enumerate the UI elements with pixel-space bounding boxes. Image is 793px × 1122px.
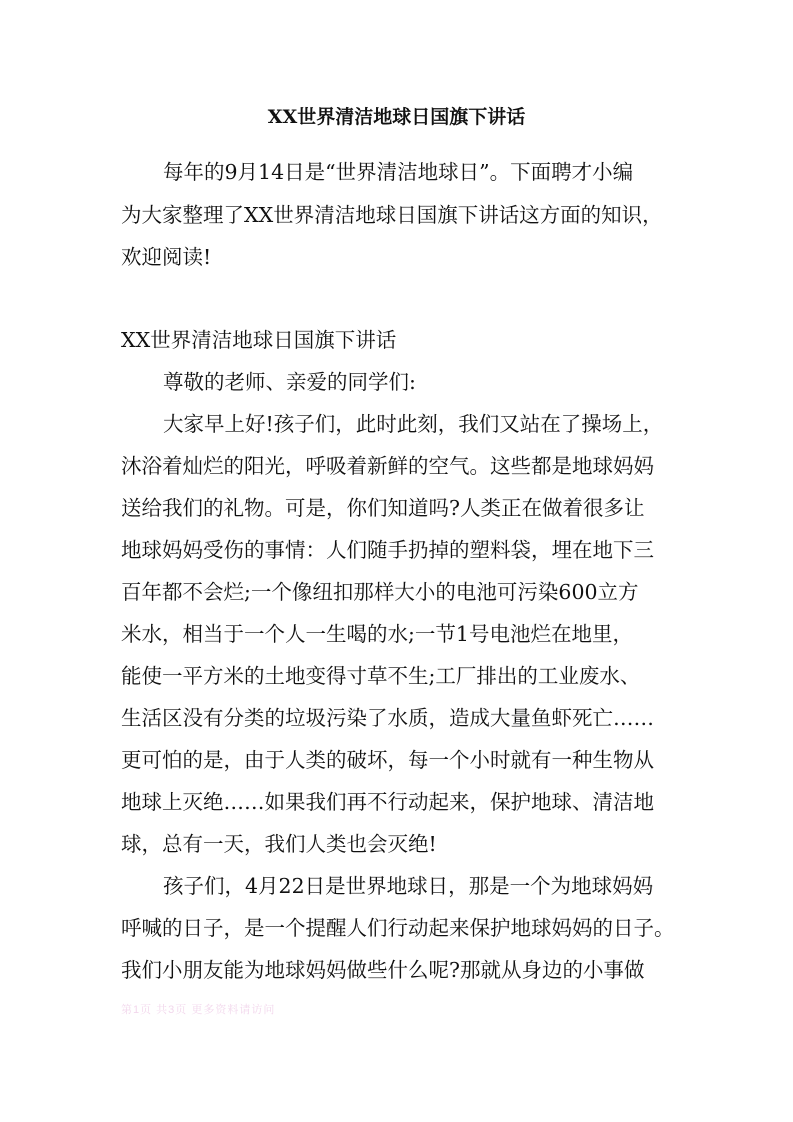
paragraph-line: 送给我们的礼物。可是，你们知道吗?人类正在做着很多让 <box>121 496 645 520</box>
paragraph-line: 能使一平方米的土地变得寸草不生;工厂排出的工业废水、 <box>121 664 641 688</box>
salutation: 尊敬的老师、亲爱的同学们: <box>163 370 416 394</box>
intro-line: 为大家整理了XX世界清洁地球日国旗下讲话这方面的知识， <box>121 203 663 227</box>
document-title: XX世界清洁地球日国旗下讲话 <box>267 106 526 128</box>
paragraph-line: 球，总有一天，我们人类也会灭绝! <box>121 832 437 856</box>
paragraph-line: 沐浴着灿烂的阳光，呼吸着新鲜的空气。这些都是地球妈妈 <box>121 454 654 478</box>
paragraph-line: 生活区没有分类的垃圾污染了水质，造成大量鱼虾死亡…… <box>121 706 654 730</box>
paragraph-line: 更可怕的是，由于人类的破坏，每一个小时就有一种生物从 <box>121 748 654 772</box>
paragraph-line: 大家早上好!孩子们，此时此刻，我们又站在了操场上， <box>163 412 664 436</box>
intro-line: 欢迎阅读! <box>121 245 212 269</box>
paragraph-line: 呼喊的日子，是一个提醒人们行动起来保护地球妈妈的日子。 <box>121 916 675 940</box>
paragraph-line: 米水，相当于一个人一生喝的水;一节1号电池烂在地里， <box>121 622 633 646</box>
section-heading: XX世界清洁地球日国旗下讲话 <box>121 328 397 352</box>
paragraph-line: 地球妈妈受伤的事情：人们随手扔掉的塑料袋，埋在地下三 <box>121 538 654 562</box>
page-watermark: 第1页 共3页 更多资料请访问 <box>121 1004 276 1016</box>
intro-line: 每年的9月14日是“世界清洁地球日”。下面聘才小编 <box>163 160 634 184</box>
paragraph-line: 百年都不会烂;一个像纽扣那样大小的电池可污染600立方 <box>121 580 639 604</box>
paragraph-line: 地球上灭绝……如果我们再不行动起来，保护地球、清洁地 <box>121 790 654 814</box>
paragraph-line: 孩子们，4月22日是世界地球日，那是一个为地球妈妈 <box>163 874 654 898</box>
paragraph-line: 我们小朋友能为地球妈妈做些什么呢?那就从身边的小事做 <box>121 958 645 982</box>
